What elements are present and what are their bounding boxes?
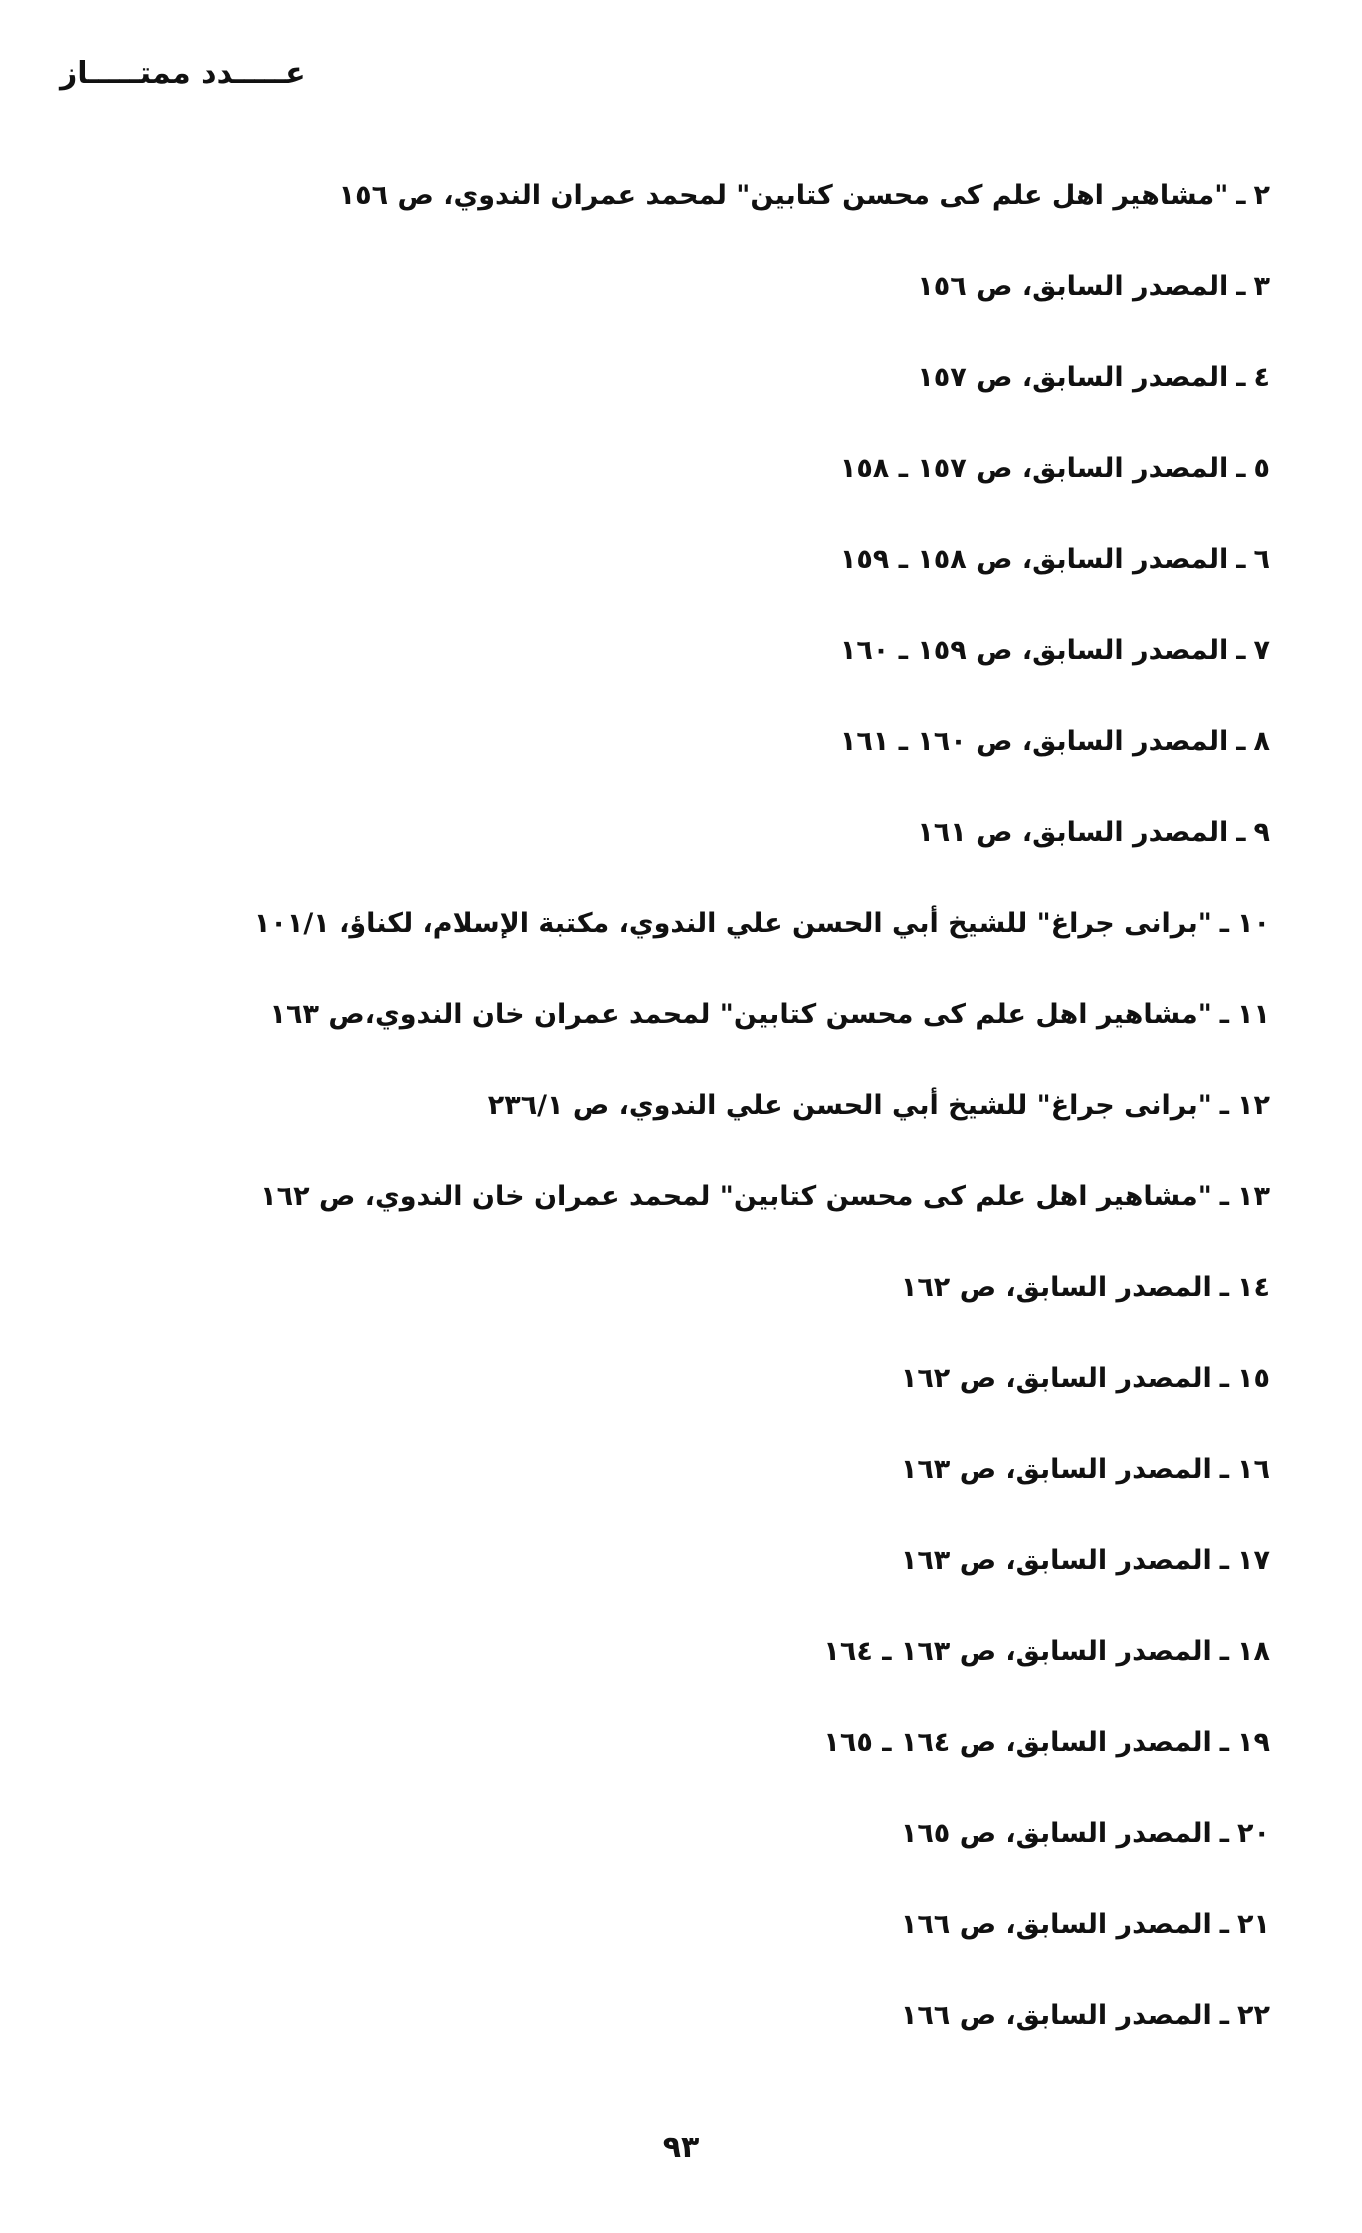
endnote [170,439,1270,530]
endnote-text: المصدر السابق، ص ١٦٢ [900,1272,1212,1303]
endnote-number: ٩ [1253,817,1270,848]
endnote-number: ١٦ [1237,1454,1270,1485]
endnote-separator: ـ [1219,908,1230,939]
endnote [170,348,1270,439]
endnote-text: المصدر السابق، ص ١٦٣ ـ ١٦٤ [823,1636,1212,1667]
endnote-separator: ـ [1219,999,1230,1030]
endnote-number: ٢ [1253,180,1270,211]
endnote [170,1895,1270,1986]
endnote [170,1622,1270,1713]
endnote-separator: ـ [1219,1909,1230,1940]
endnote-number: ٢٢ [1237,2000,1270,2031]
page-number: ٩٣ [662,2130,700,2165]
endnote [170,1076,1270,1167]
endnote-separator: ـ [1219,1363,1230,1394]
endnote-number: ١٢ [1237,1090,1270,1121]
endnote [170,712,1270,803]
endnote-text: المصدر السابق، ص ١٦١ [917,817,1229,848]
endnote-separator: ـ [1236,635,1246,666]
endnote-separator: ـ [1219,1545,1230,1576]
endnote-number: ١٧ [1237,1545,1270,1576]
endnote-text: "مشاهير اهل علم كى محسن كتابين" لمحمد عمران خان الندوي،ص ١٦٣ [269,999,1212,1030]
endnote [170,1440,1270,1531]
endnote-separator: ـ [1219,1181,1230,1212]
endnote-number: ٥ [1253,453,1270,484]
endnote-separator: ـ [1236,453,1246,484]
endnote-separator: ـ [1219,1636,1230,1667]
endnote-text: المصدر السابق، ص ١٦٦ [900,2000,1212,2031]
endnote-text: المصدر السابق، ص ١٥٨ ـ ١٥٩ [839,544,1229,575]
endnote-number: ٣ [1253,271,1270,302]
endnote-separator: ـ [1219,1272,1230,1303]
endnote [170,985,1270,1076]
endnote-separator: ـ [1236,817,1246,848]
endnote [170,1713,1270,1804]
endnote [170,894,1270,985]
endnote-number: ٦ [1253,544,1270,575]
endnote-separator: ـ [1236,180,1246,211]
endnote-text: المصدر السابق، ص ١٦٣ [900,1454,1212,1485]
endnote-number: ٤ [1253,362,1270,393]
endnote-number: ١٤ [1237,1272,1270,1303]
endnote [170,166,1270,257]
endnote-separator: ـ [1236,271,1246,302]
endnote-text: المصدر السابق، ص ١٥٧ ـ ١٥٨ [839,453,1229,484]
endnote-text: المصدر السابق، ص ١٦٠ ـ ١٦١ [839,726,1229,757]
endnote-number: ٢١ [1237,1909,1270,1940]
endnotes-list [170,166,1270,2077]
endnote-text: المصدر السابق، ص ١٦٥ [900,1818,1212,1849]
endnote-separator: ـ [1236,544,1246,575]
endnote-number: ٧ [1253,635,1270,666]
endnote [170,1349,1270,1440]
endnote [170,1167,1270,1258]
endnote-number: ١٠ [1237,908,1270,939]
endnote [170,1986,1270,2077]
endnote [170,257,1270,348]
endnote-text: المصدر السابق، ص ١٦٤ ـ ١٦٥ [823,1727,1212,1758]
endnote-number: ١٥ [1237,1363,1270,1394]
endnote-text: "مشاهير اهل علم كى محسن كتابين" لمحمد عمران الندوي، ص ١٥٦ [338,180,1229,211]
endnote-number: ٢٠ [1237,1818,1270,1849]
running-header: عـــــدد ممتـــــاز [60,56,306,91]
endnote [170,803,1270,894]
endnote-separator: ـ [1219,2000,1230,2031]
endnote-text: المصدر السابق، ص ١٦٦ [900,1909,1212,1940]
endnote-number: ٨ [1253,726,1270,757]
endnote [170,1804,1270,1895]
endnote-number: ١٩ [1237,1727,1270,1758]
endnote-separator: ـ [1236,726,1246,757]
endnote-text: "مشاهير اهل علم كى محسن كتابين" لمحمد عمران خان الندوي، ص ١٦٢ [260,1181,1212,1212]
endnote-separator: ـ [1236,362,1246,393]
endnote-text: المصدر السابق، ص ١٥٩ ـ ١٦٠ [839,635,1229,666]
endnote-text: المصدر السابق، ص ١٦٢ [900,1363,1212,1394]
endnote-separator: ـ [1219,1454,1230,1485]
endnote-text: المصدر السابق، ص ١٥٦ [917,271,1229,302]
endnote [170,621,1270,712]
endnote-text: المصدر السابق، ص ١٦٣ [900,1545,1212,1576]
endnote-text: المصدر السابق، ص ١٥٧ [917,362,1229,393]
endnote [170,1258,1270,1349]
endnote-separator: ـ [1219,1090,1230,1121]
endnote-number: ١٣ [1237,1181,1270,1212]
endnote-separator: ـ [1219,1727,1230,1758]
endnote-text: "برانى جراغ" للشيخ أبي الحسن علي الندوي، مكتبة الإسلام، لكناؤ، ١٠١/١ [253,908,1212,939]
endnote-separator: ـ [1219,1818,1230,1849]
endnote [170,1531,1270,1622]
endnote-number: ١٨ [1237,1636,1270,1667]
endnote-text: "برانى جراغ" للشيخ أبي الحسن علي الندوي، ص ٢٣٦/١ [487,1090,1212,1121]
endnote [170,530,1270,621]
endnote-number: ١١ [1237,999,1270,1030]
